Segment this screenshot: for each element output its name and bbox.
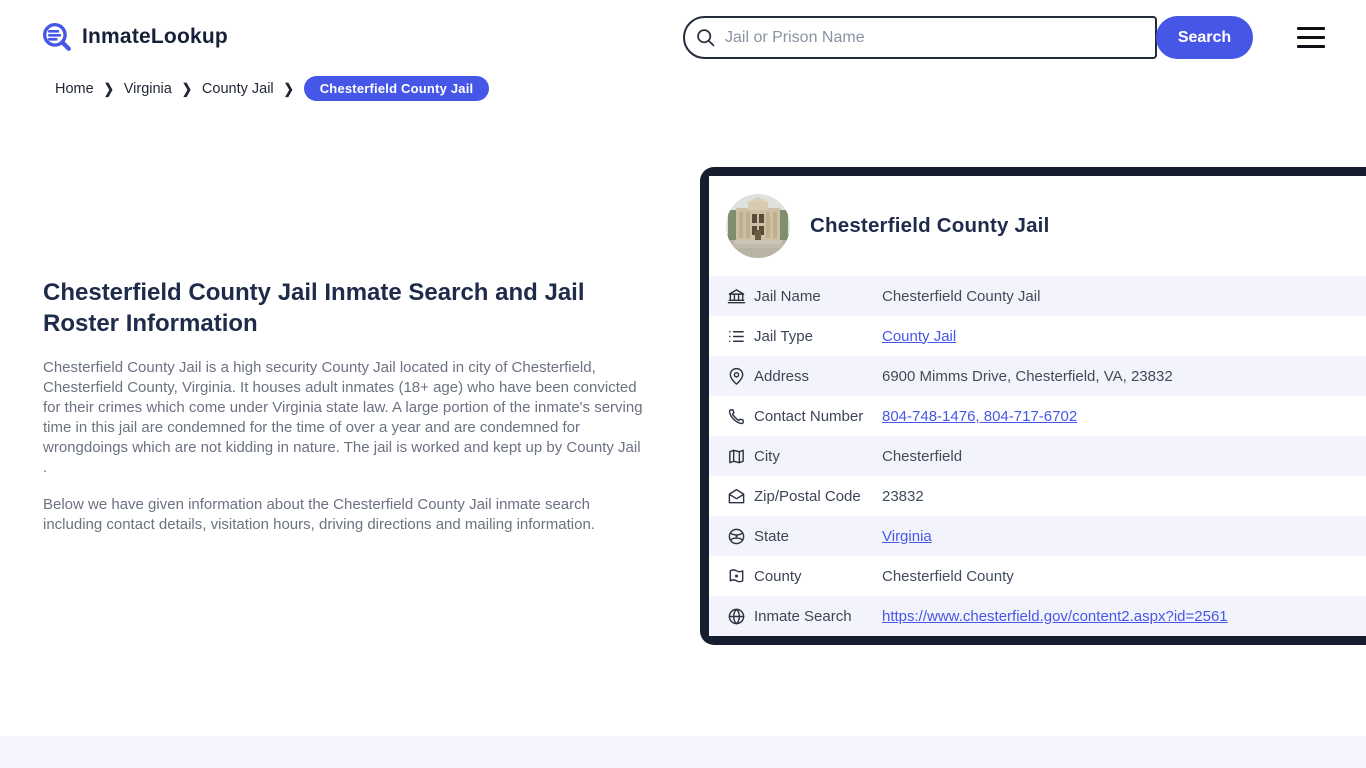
row-value-link[interactable]: https://www.chesterfield.gov/content2.aspx?id=2561: [882, 607, 1228, 625]
row-value: [882, 408, 1077, 425]
map-pin-icon: [726, 366, 746, 386]
table-row: [709, 276, 1366, 316]
jail-info-card: [700, 167, 1366, 645]
globe-curves-icon: [726, 526, 746, 546]
row-label: County: [754, 567, 802, 585]
search-bar: [683, 16, 1253, 59]
row-value: [882, 328, 956, 345]
row-label: Jail Type: [754, 327, 813, 345]
row-value: [882, 608, 1228, 625]
breadcrumb-link[interactable]: Home: [55, 80, 94, 97]
row-value: [882, 528, 932, 545]
breadcrumb-current-badge: Chesterfield County Jail: [304, 76, 490, 101]
menu-icon[interactable]: [1297, 27, 1325, 48]
info-paragraph: Below we have given information about the Chesterfield County Jail inmate search including contact details, visitation hours, driving directions and mailing information.: [43, 496, 595, 533]
intro-paragraph: Chesterfield County Jail is a high security County Jail located in city of Chesterfield, Chesterfield County, Virginia. It houses adult inmates (18+ age) who have been convicted for their crimes which come under Virginia state law. A large portion of the inmate's serving time in this jail are condemned for the time of over a year and are condemned for wrongdoings which are not kidding in nature. The jail is worked and kept up by County Jail .: [43, 359, 643, 476]
row-value-link[interactable]: 804-748-1476, 804-717-6702: [882, 407, 1078, 425]
landmark-icon: [726, 286, 746, 306]
row-value-link[interactable]: County Jail: [882, 327, 957, 345]
chevron-right-icon: ❯: [103, 80, 114, 97]
row-label: State: [754, 527, 790, 545]
row-value: Chesterfield County Jail: [882, 287, 1041, 305]
search-input[interactable]: [683, 16, 1157, 59]
table-row: [709, 316, 1366, 356]
row-label: Address: [754, 367, 810, 385]
brand-name: InmateLookup: [82, 25, 228, 48]
search-icon: [695, 27, 716, 53]
row-value: 23832: [882, 487, 924, 505]
footer-strip: [0, 736, 1366, 768]
row-value-link[interactable]: Virginia: [882, 527, 932, 545]
list-icon: [726, 326, 746, 346]
chevron-right-icon: ❯: [283, 80, 294, 97]
county-flag-icon: [726, 566, 746, 586]
breadcrumb: [55, 76, 489, 101]
row-value: 6900 Mimms Drive, Chesterfield, VA, 23832: [882, 367, 1173, 385]
row-label: Jail Name: [754, 287, 821, 305]
row-label: City: [754, 447, 780, 465]
article: [43, 277, 643, 535]
row-label: Zip/Postal Code: [754, 487, 861, 505]
page-title: Chesterfield County Jail Inmate Search and Jail Roster Information: [43, 279, 585, 337]
map-icon: [726, 446, 746, 466]
row-value: Chesterfield County: [882, 567, 1014, 585]
row-value: Chesterfield: [882, 447, 963, 465]
table-row: [709, 476, 1366, 516]
breadcrumb-link[interactable]: Virginia: [123, 80, 172, 97]
chevron-right-icon: ❯: [181, 80, 192, 97]
card-header: [709, 176, 1366, 276]
table-row: [709, 436, 1366, 476]
jail-detail-rows: [709, 276, 1366, 636]
table-row: [709, 356, 1366, 396]
row-label: Inmate Search: [754, 607, 852, 625]
table-row: [709, 596, 1366, 636]
brand-logo[interactable]: [40, 20, 228, 54]
globe-icon: [726, 606, 746, 626]
breadcrumb-link[interactable]: County Jail: [201, 80, 274, 97]
search-button[interactable]: Search: [1156, 16, 1253, 59]
row-label: Contact Number: [754, 407, 864, 425]
magnifier-list-icon: [40, 20, 74, 54]
envelope-open-icon: [726, 486, 746, 506]
jail-photo: [726, 194, 790, 258]
table-row: [709, 556, 1366, 596]
table-row: [709, 516, 1366, 556]
card-title: Chesterfield County Jail: [810, 214, 1050, 237]
phone-icon: [726, 406, 746, 426]
table-row: [709, 396, 1366, 436]
